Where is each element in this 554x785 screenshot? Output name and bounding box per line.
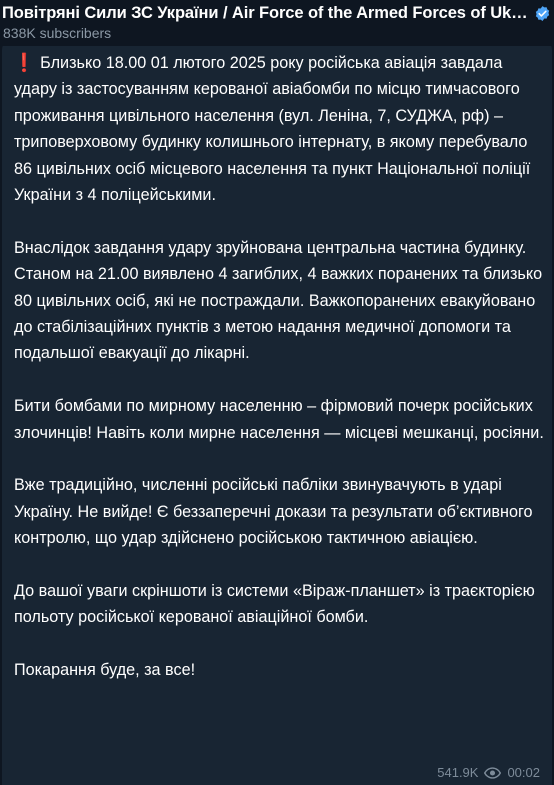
message-time: 00:02 xyxy=(507,765,540,780)
message-paragraph-2: Внаслідок завдання удару зруйнована центральна частина будинку. Станом на 21.00 виявлено 4 загиблих, 4 важких поранених та близько 80 цивільних осіб, які не постраждали. Важкопоранених евакуйовано до стабілізаційних пунктів з метою надання медичної допомоги та подальшої евакуації до лікарні. xyxy=(14,238,543,363)
message-meta xyxy=(437,765,540,780)
verified-check-icon xyxy=(534,5,551,22)
message-paragraph-6: Покарання буде, за все! xyxy=(14,661,196,680)
channel-title-row[interactable] xyxy=(2,1,554,25)
message-paragraph-3: Бити бомбами по мирному населенню – фірмовий почерк російських злочинців! Навіть коли мирне населення — місцеві мешканці, росіяни. xyxy=(14,397,544,442)
channel-header[interactable] xyxy=(0,0,554,46)
message-paragraph-1 xyxy=(14,50,544,208)
message-paragraph-5: До вашої уваги скріншоти із системи «Віраж-планшет» із траєкторією польоту російської керованої авіаційної бомби. xyxy=(14,582,535,627)
eye-icon xyxy=(484,767,501,779)
subscriber-count: 838K subscribers xyxy=(3,25,112,41)
message-text xyxy=(14,50,544,684)
view-count: 541.9K xyxy=(437,765,479,780)
channel-title[interactable]: Повітряні Сили ЗС України / Air Force of the Armed Forces of Uk… xyxy=(2,3,528,22)
message-paragraph-4: Вже традиційно, численні російські пабліки звинувачують в ударі Україну. Не вийде! Є беззаперечні докази та результати об’єктивного контролю, що удар здійснено російською тактичною авіацією. xyxy=(14,476,533,548)
paragraph-text: Близько 18.00 01 лютого 2025 року російська авіація завдала удару із застосуванням керованої авіабомби по місцю тимчасового проживання цивільного населення (вул. Леніна, 7, СУДЖА, рф) – триповерховому будинку колишнього інтернату, в якому перебувало 86 цивільних осіб місцевого населення та пункт Національної поліції України з 4 поліцейськими. xyxy=(14,54,531,205)
exclamation-alert-icon: ❗ xyxy=(12,53,36,73)
